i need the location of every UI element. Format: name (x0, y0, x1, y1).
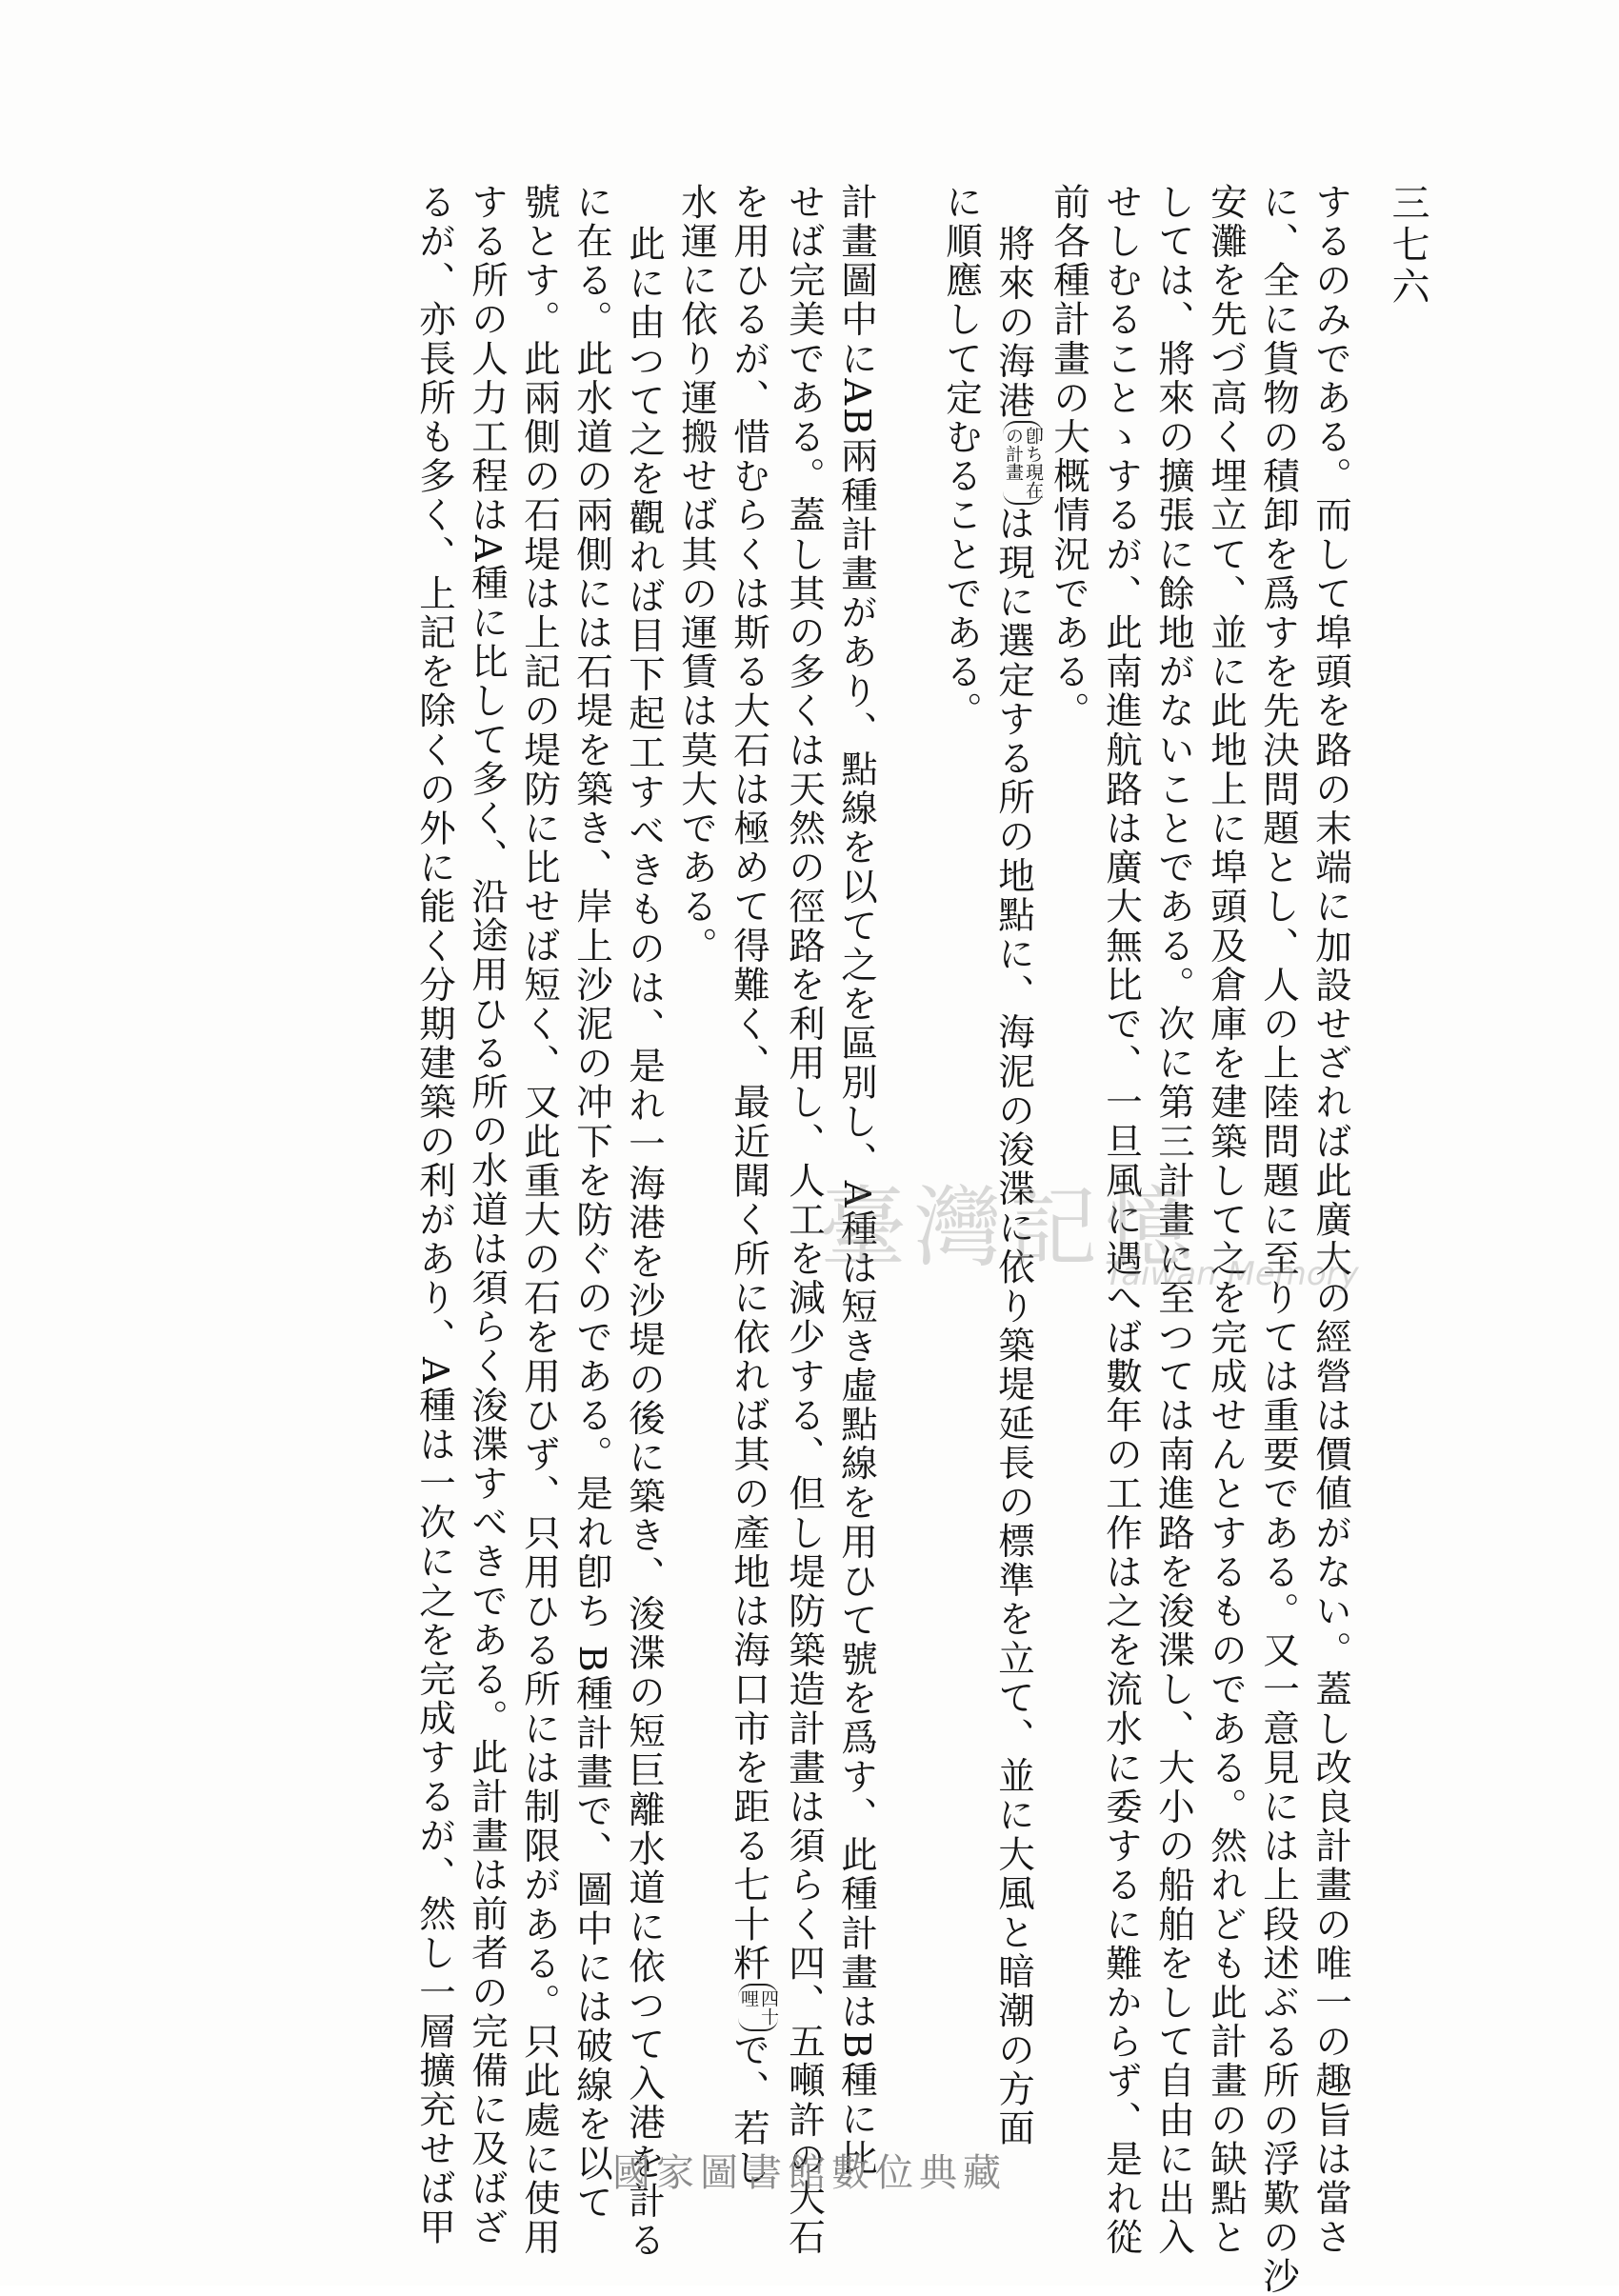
text-line-2: に、全に貨物の積卸を爲すを先決問題とし、人の上陸問題に至りては重要である。又一意見には上段述ぶる所の浮歎の沙 (1257, 183, 1300, 2296)
annotation-top: 卽ち現在 (1023, 426, 1044, 499)
footer-archive-label: 國家圖書館數位典藏 (612, 2151, 1007, 2195)
text-line-9: 計畫圖中にAB兩種計畫があり、點線を以て之を區別し、A種は短き虛點線を用ひて號を爲す、此種計畫はB種に比 (835, 183, 878, 2179)
text-line-11-start: を用ひるが、惜むらくは斯る大石は極めて得難く、最近聞く所に依れば其の產地は海口市を距る七十粁 (728, 183, 770, 1984)
watermark-label: Taiwan Memory (1105, 1255, 1359, 1293)
text-line-7-start: 將來の海港 (992, 225, 1035, 421)
watermark-mark: 臺灣記憶 (819, 1177, 1201, 1279)
annotation-bottom: 哩 (738, 1988, 759, 2007)
annotation-bottom: の計畫 (1003, 426, 1024, 481)
text-line-5: せしむることゝするが、此南進航路は廣大無比で、一旦風に遇へば數年の工作は之を流水に委するに難からず、是れ從 (1100, 183, 1143, 2258)
text-line-17: るが、亦長所も多く、上記を除くの外に能く分期建築の利があり、A種は一次に之を完成するが、然し一層擴充せば甲 (413, 183, 456, 2247)
text-line-13: 此に由つて之を觀れば目下起工すべきものは、是れ一海港を沙堤の後に築き、浚渫の短巨離水道に依つて入港を計る (623, 225, 666, 2261)
text-line-14: に在る。此水道の兩側には石堤を築き、岸上沙泥の冲下を防ぐのである。是れ卽ち B種計畫で、圖中には破線を以て (570, 183, 613, 2223)
text-line-7-end: は現に選定する所の地點に、海泥の浚渫に依り築堤延長の標準を立て、並に大風と暗潮の方面 (992, 504, 1035, 2148)
text-line-16: する所の人力工程はA種に比して多く、沿途用ひる所の水道は須らく浚渫すべきである。此計畫は前者の完備に及ばざ (466, 183, 509, 2247)
text-line-11-end: で、若し (728, 2030, 770, 2188)
paragraph-gap (883, 183, 935, 1971)
text-line-7 (988, 183, 1044, 2148)
text-line-6: 前各種計畫の大概情況である。 (1048, 183, 1090, 731)
text-line-3: 安灘を先づ高く埋立て、並に此地上に埠頭及倉庫を建築して之を完成せんとするものである。然れども此計畫の缺點と (1205, 183, 1248, 2258)
text-line-8: に順應して定むることである。 (940, 183, 983, 731)
text-line-4: しては、將來の擴張に餘地がないことである。次に第三計畫に至つては南進路を浚渫し、大小の船舶をして自由に出入 (1152, 183, 1195, 2258)
inline-annotation-current-plan (1003, 421, 1043, 505)
text-line-12: 水運に依り運搬せば其の運賃は莫大である。 (675, 183, 718, 966)
annotation-top: 四十 (758, 1988, 779, 2026)
text-line-11 (723, 183, 779, 2188)
text-line-15: 號とす。此兩側の石堤は上記の堤防に比せば短く、又此重大の石を用ひず、只用ひる所には制限がある。只此處に使用 (518, 183, 561, 2258)
inline-annotation-distance (738, 1984, 778, 2031)
text-line-1: するのみである。而して埠頭を路の末端に加設せざれば此廣大の經營は價値がない。蓋し改良計畫の唯一の趣旨は當さ (1309, 183, 1352, 2258)
page-number: 三七六 (1386, 183, 1429, 309)
text-line-10: せば完美である。蓋し其の多くは天然の徑路を利用し、人工を減少する、但し堤防築造計畫は須らく四、五噸許の大石 (783, 183, 826, 2258)
